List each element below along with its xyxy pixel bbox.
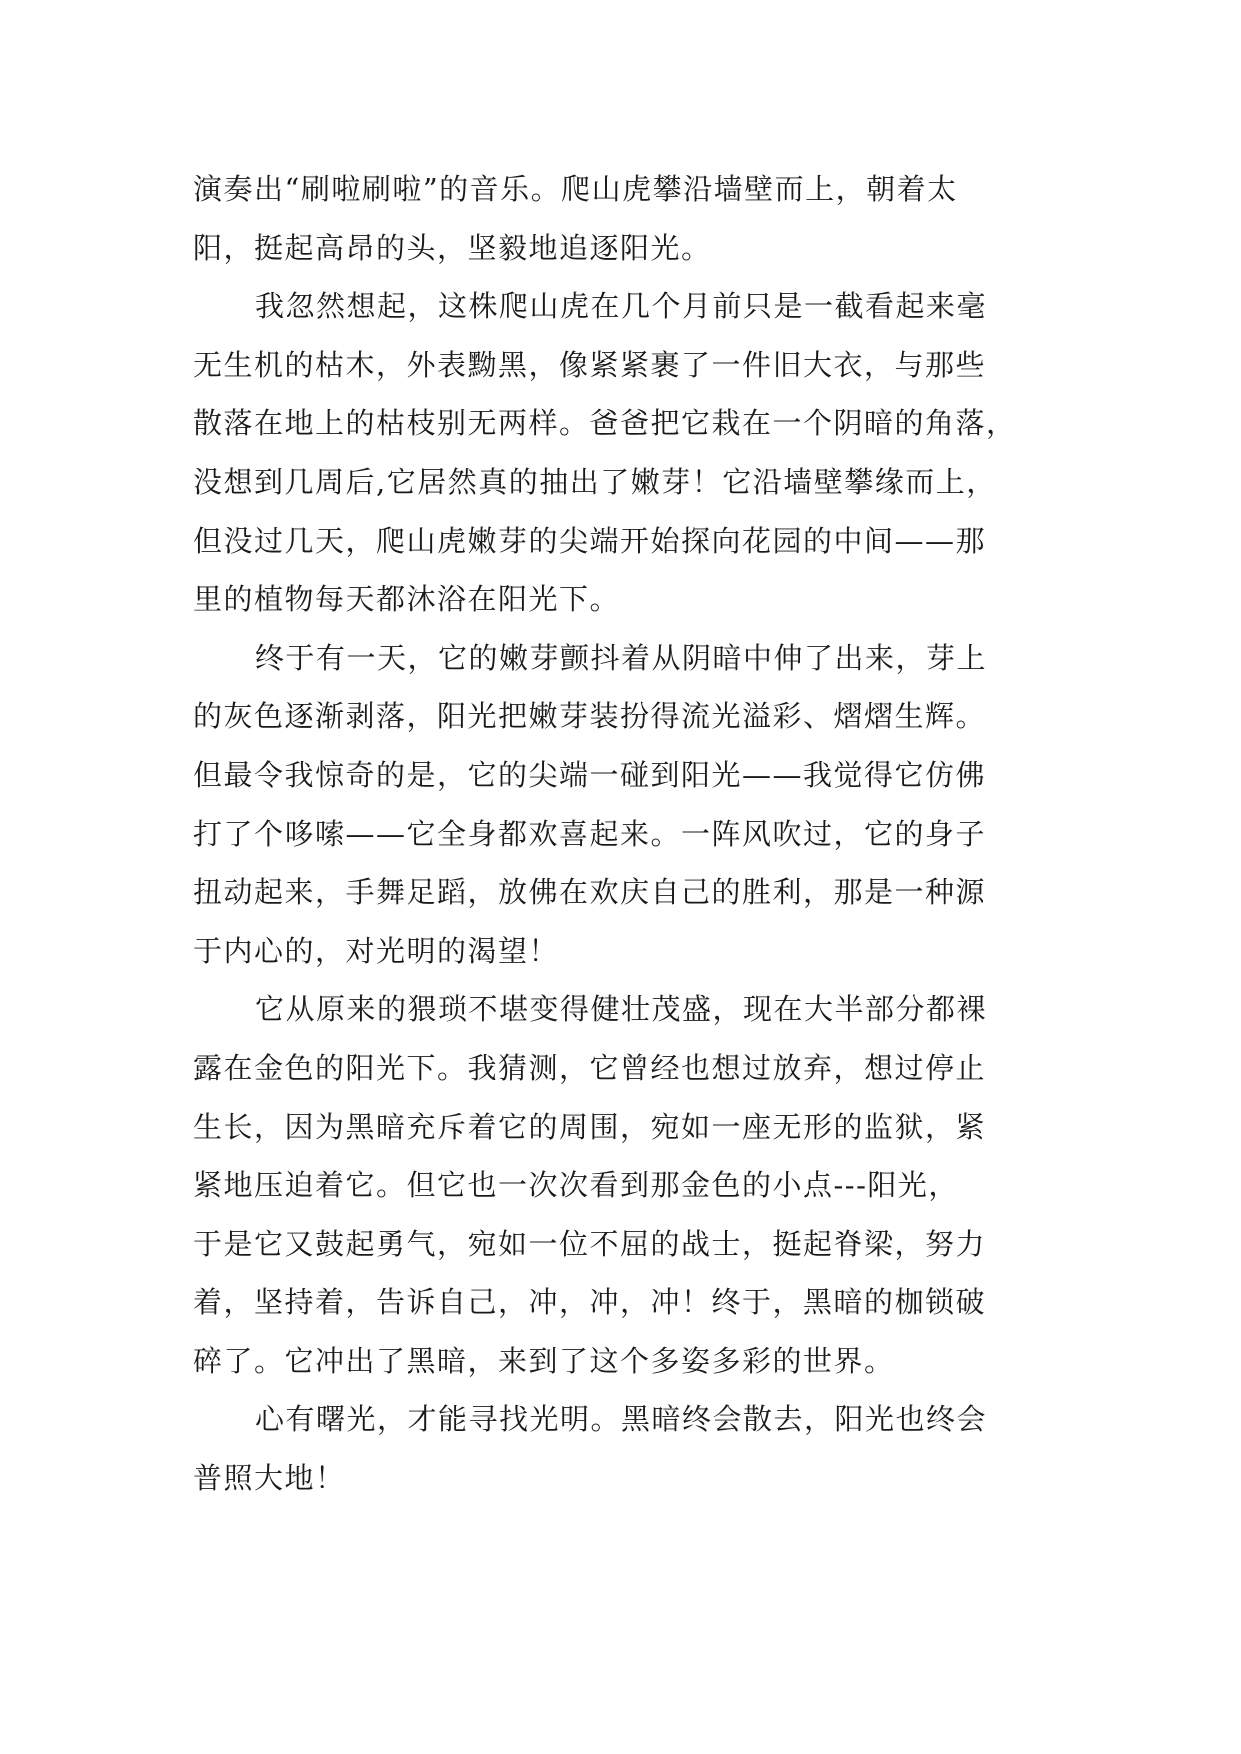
text-line: 普照大地！ — [193, 1461, 346, 1496]
text-line: 我忽然想起，这株爬山虎在几个月前只是一截看起来毫 — [255, 289, 988, 324]
text-line: 终于有一天，它的嫩芽颤抖着从阴暗中伸了出来，芽上 — [255, 640, 988, 675]
text-line: 打了个哆嗦——它全身都欢喜起来。一阵风吹过，它的身子 — [193, 816, 987, 851]
text-line: 碎了。它冲出了黑暗，来到了这个多姿多彩的世界。 — [193, 1343, 895, 1378]
text-line: 的灰色逐渐剥落，阳光把嫩芽装扮得流光溢彩、熠熠生辉。 — [193, 699, 987, 734]
text-line: 扭动起来，手舞足蹈，放佛在欢庆自己的胜利，那是一种源 — [193, 875, 987, 910]
text-line: 但没过几天，爬山虎嫩芽的尖端开始探向花园的中间——那 — [193, 523, 987, 558]
text-line: 于是它又鼓起勇气，宛如一位不屈的战士，挺起脊梁，努力 — [193, 1226, 987, 1261]
text-line: 演奏出“刷啦刷啦”的音乐。爬山虎攀沿墙壁而上，朝着太 — [193, 172, 958, 206]
text-line: 露在金色的阳光下。我猜测，它曾经也想过放弃，想过停止 — [193, 1050, 987, 1085]
text-line: 阳，挺起高昂的头，坚毅地追逐阳光。 — [193, 230, 712, 265]
text-line: 紧地压迫着它。但它也一次次看到那金色的小点---阳光， — [193, 1168, 959, 1203]
text-line: 但最令我惊奇的是，它的尖端一碰到阳光——我觉得它仿佛 — [193, 757, 987, 792]
text-line: 于内心的，对光明的渴望！ — [193, 933, 560, 968]
text-line: 里的植物每天都沐浴在阳光下。 — [193, 582, 621, 617]
text-line: 散落在地上的枯枝别无两样。爸爸把它栽在一个阴暗的角落， — [193, 406, 1017, 441]
text-line: 它从原来的猥琐不堪变得健壮茂盛，现在大半部分都裸 — [255, 992, 988, 1027]
text-line: 心有曙光，才能寻找光明。黑暗终会散去，阳光也终会 — [255, 1402, 988, 1437]
body-text — [193, 160, 1053, 1508]
text-line: 生长，因为黑暗充斥着它的周围，宛如一座无形的监狱，紧 — [193, 1109, 987, 1144]
text-line: 无生机的枯木，外表黝黑，像紧紧裹了一件旧大衣，与那些 — [193, 347, 987, 382]
text-line: 着，坚持着，告诉自己，冲，冲，冲！终于，黑暗的枷锁破 — [193, 1285, 987, 1320]
text-line: 没想到几周后,它居然真的抽出了嫩芽！它沿墙壁攀缘而上， — [193, 464, 997, 499]
